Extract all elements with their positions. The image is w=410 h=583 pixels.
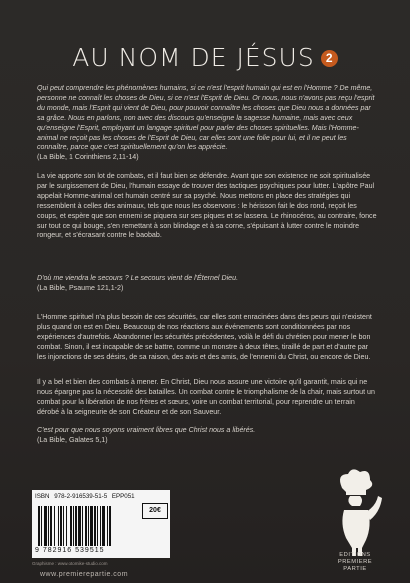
barcode-bar: [58, 506, 59, 546]
barcode-bar: [63, 506, 64, 546]
price-tag: 20€: [142, 503, 168, 519]
barcode-bar: [60, 506, 62, 546]
isbn-row: [35, 493, 138, 503]
barcode-bar: [102, 506, 105, 546]
quote-reference: (La Bible, 1 Corinthiens 2,11-14): [37, 153, 139, 162]
barcode-bar: [82, 506, 83, 546]
barcode-bar: [70, 506, 72, 546]
quote-text: Qui peut comprendre les phénomènes humains, si ce n'est l'esprit humain qui est en l'Homme ? De même, personne ne connaît les choses de Dieu, si ce n'est l'Esprit de Dieu. Or nous, nous n'avons pas reçu l'esprit du monde, mais l'Esprit qui vient de Dieu, pour pouvoir connaître les choses que Dieu nous a données par sa grâce. Nous en parlons, non avec des discours qu'enseigne la sagesse humaine, mais avec ceux qu'enseigne l'Esprit, employant un langage spirituel pour parler des choses spirituelles. Mais l'Homme-animal ne reçoit pas les choses de l'Esprit de Dieu, car elles sont une folie pour lui, et il ne peut les connaître, parce que c'est spirituellement qu'on les apprécie.: [37, 84, 375, 152]
barcode-bar: [90, 506, 93, 546]
barcode-bar: [78, 506, 81, 546]
header: [0, 38, 410, 78]
barcode-bar: [38, 506, 40, 546]
barcode-bar: [48, 506, 49, 546]
design-credits: Graphisme : www.otomike-studio.com: [32, 561, 108, 566]
book-title: AU NOM DE JÉSUS: [72, 43, 315, 72]
isbn-number: 978-2-916539-51-5: [54, 493, 108, 500]
barcode-bar: [107, 506, 108, 546]
barcode-digits: 9 782916 539515: [35, 547, 105, 554]
volume-badge: 2: [321, 50, 338, 67]
publisher-line: EDITIONS: [339, 552, 371, 558]
barcode-bar: [44, 506, 47, 546]
barcode-bar: [85, 506, 87, 546]
quote-text: D'où me viendra le secours ? Le secours vient de l'Éternel Dieu.: [37, 274, 239, 282]
barcode-bar: [109, 506, 111, 546]
barcode-bar: [54, 506, 55, 546]
paragraph-bataille: [37, 378, 377, 418]
body-paragraph: La vie apporte son lot de combats, et il faut bien se défendre. Avant que son existence ne soit spiritualisée par le surgissement de Dieu, l'humain essaye de trouver des tactiques psychiques pour lutter. L'apôtre Paul appelait Homme-animal cet humain centré sur sa psyché. Nous mettons en place des stratégies qui ressemblent à celles des animaux, tels que nous les observons : le hérisson fait le dos rond, reçoit les coups, et espère que son ennemi se piquera sur ses piques et se lassera. Le rhinocéros, au contraire, fonce sur tout ce qui bouge, s'en remettant à son blindage et à sa corne, s'épuisant à lutter contre le moindre rongeur, et s'écrasant contre le baobab.: [37, 172, 377, 240]
body-paragraph: L'Homme spirituel n'a plus besoin de ces sécurités, car elles sont enracinées dans des peurs qui n'existent plus quand on est en Dieu. Beaucoup de nos réactions aux événements sont conditionnées par nos expériences d'autrefois. Abandonner les sécurités précédentes, voilà le défi du chrétien pour mener le bon combat. Sinon, il est incapable de se battre, comme un monstre à deux têtes, tiraillé de part et d'autre par les injonctions de ses désirs, de sa raison, des avis et des amis, de l'ennemi du Christ, ou encore de Dieu.: [37, 313, 372, 361]
paragraph-homme-spirituel: [37, 313, 377, 363]
paragraph-combats: [37, 172, 377, 241]
publisher-line: PARTIE: [343, 566, 367, 572]
quote-reference: (La Bible, Galates 5,1): [37, 435, 108, 444]
quote-galates: [37, 426, 377, 446]
barcode-bar: [75, 506, 77, 546]
barcode-bar: [94, 506, 96, 546]
barcode-bar: [50, 506, 52, 546]
barcode-bar: [97, 506, 98, 546]
quote-psalm: [37, 274, 377, 294]
barcode-panel: [32, 490, 170, 558]
body-paragraph: Il y a bel et bien des combats à mener. En Christ, Dieu nous assure une victoire qu'il garantit, mais qui ne nous épargne pas la nécessité des batailles. Un combat contre le triomphalisme de la chair, mais surtout un combat pour la libération de nos frères et sœurs, voire un combat territorial, pour reprendre un terrain dérobé à la seigneurie de son Créateur et de son Sauveur.: [37, 378, 375, 416]
publisher-line: PREMIERE: [337, 559, 373, 565]
product-code: EPP051: [111, 493, 135, 500]
website-link[interactable]: www.premierepartie.com: [40, 571, 129, 578]
barcode: [38, 506, 136, 546]
quote-reference: (La Bible, Psaume 121,1-2): [37, 283, 124, 292]
barcode-bar: [88, 506, 89, 546]
publisher-name: [322, 552, 388, 573]
barcode-bar: [66, 506, 67, 546]
barcode-bar: [100, 506, 101, 546]
quote-corinthians: [37, 84, 377, 163]
barcode-bar: [73, 506, 74, 546]
isbn-label: ISBN: [35, 493, 50, 500]
barcode-bar: [41, 506, 42, 546]
quote-text: C'est pour que nous soyons vraiment libres que Christ nous a libérés.: [37, 426, 256, 434]
